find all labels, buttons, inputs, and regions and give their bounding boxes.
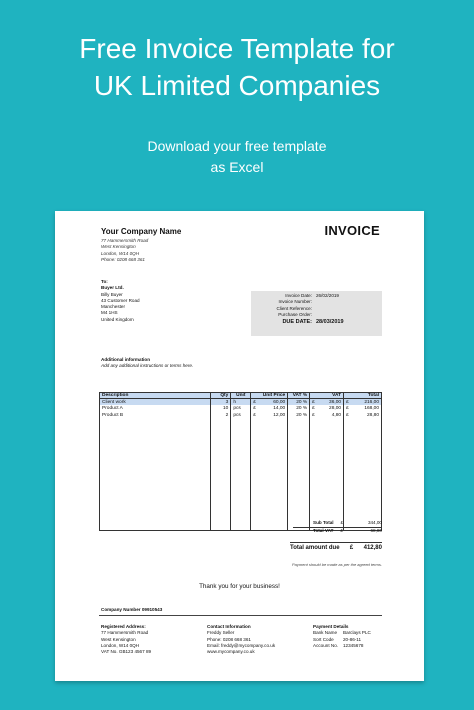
registered-address-line: 77 Hammersmith Road	[101, 630, 149, 636]
invoice-document	[55, 211, 424, 681]
currency-symbol: £	[312, 412, 315, 418]
currency-symbol: £	[346, 399, 349, 405]
table-row	[100, 399, 382, 406]
client-reference-label: Client Reference:	[276, 305, 312, 311]
currency-symbol: £	[253, 399, 256, 405]
item-description: Product A	[100, 405, 211, 412]
company-address-line: London, W14 0QH	[101, 250, 140, 256]
currency-symbol: £	[253, 406, 256, 412]
invoice-date-label: Invoice Date:	[285, 293, 312, 298]
column-header: Qty	[211, 393, 231, 399]
payment-key: Sort Code	[313, 636, 334, 642]
item-unit: pcs	[231, 405, 251, 412]
item-qty: 10	[211, 405, 231, 412]
column-header: Total	[344, 393, 382, 399]
currency-symbol: £	[346, 412, 349, 418]
item-unit-price: 60,00	[273, 399, 286, 405]
contact-info-line: Freddy Seller	[207, 630, 235, 636]
currency-symbol: £	[312, 406, 315, 412]
banner-subtitle	[0, 136, 474, 178]
additional-info-heading: Additional information	[101, 357, 150, 362]
item-vat: 36,00	[329, 399, 342, 405]
item-description: Product B	[100, 412, 211, 419]
item-total: 168,00	[364, 406, 379, 412]
contact-info-line: Email: freddy@mycompany.co.uk	[207, 642, 276, 648]
company-number: Company Number 09910543	[101, 607, 163, 612]
company-address	[101, 238, 148, 263]
item-unit-price: 14,00	[273, 406, 286, 412]
payment-key: Account No.	[313, 642, 339, 648]
currency-symbol: £	[349, 545, 354, 551]
banner-subtitle-line2: as Excel	[210, 159, 264, 175]
company-address-line: West Kensington	[101, 244, 136, 250]
total-amount-row	[290, 542, 382, 551]
bill-to-name: Buyer Ltd.	[101, 285, 124, 291]
banner-title	[0, 30, 474, 104]
bill-to-line: 43 Customer Road	[101, 297, 140, 303]
banner-subtitle-line1: Download your free template	[147, 138, 327, 154]
thank-you-note: Thank you for your business!	[199, 583, 280, 590]
table-row	[100, 419, 382, 531]
contact-info-line: Phone: 0208 668 361	[207, 636, 251, 642]
due-date-value: 28/03/2019	[316, 319, 344, 326]
currency-symbol: £	[346, 406, 349, 412]
item-vat: 28,00	[329, 406, 342, 412]
item-total: 28,80	[366, 412, 379, 418]
item-qty: 3	[211, 399, 231, 406]
contact-info-line: www.mycompany.co.uk	[207, 649, 255, 655]
item-unit: pcs	[231, 412, 251, 419]
total-vat-value: 68,80	[370, 528, 382, 533]
invoice-number-label: Invoice Number:	[278, 299, 312, 305]
item-vat: 4,80	[331, 412, 342, 418]
purchase-order-label: Purchase Order:	[278, 311, 312, 317]
banner-title-line1: Free Invoice Template for	[79, 33, 395, 64]
footer-divider	[99, 615, 382, 616]
payment-value: 20-86-11	[343, 636, 362, 642]
company-name: Your Company Name	[101, 227, 182, 236]
item-vat-percent: 20 %	[288, 399, 310, 406]
payment-key: Bank Name	[313, 630, 338, 636]
due-date-label: DUE DATE:	[282, 319, 312, 326]
total-amount-label: Total amount due	[290, 545, 340, 551]
invoice-meta-box	[251, 291, 382, 336]
invoice-heading: INVOICE	[324, 223, 380, 238]
currency-symbol: £	[312, 399, 315, 405]
registered-address-line: London, W14 0QH	[101, 642, 140, 648]
payment-details-heading: Payment Details	[313, 624, 349, 629]
company-address-line: Phone: 0208 668 361	[101, 256, 145, 262]
additional-info-text: Add any additional instructions or terms here.	[101, 363, 194, 369]
payment-details-block	[313, 624, 371, 649]
subtotal-row	[293, 520, 382, 526]
item-unit-price: 12,00	[273, 412, 286, 418]
bill-to-line: M4 1HS	[101, 310, 118, 316]
currency-symbol: £	[253, 412, 256, 418]
total-vat-label: Total VAT	[313, 528, 334, 533]
registered-address-heading: Registered Address:	[101, 624, 146, 629]
table-row	[100, 405, 382, 412]
bill-to-line: United Kingdom	[101, 316, 134, 322]
item-total: 216,00	[364, 399, 379, 405]
column-header: Unit	[231, 393, 251, 399]
column-header: VAT	[310, 393, 344, 399]
subtotal-value: 344,00	[367, 520, 382, 525]
line-items-table	[99, 392, 382, 531]
invoice-date-value: 26/02/2019	[316, 293, 339, 298]
registered-address-line: VAT No. GB123 4567 89	[101, 649, 152, 655]
table-row	[100, 412, 382, 419]
subtotal-label: Sub Total	[313, 520, 334, 525]
item-qty: 2	[211, 412, 231, 419]
total-vat-row	[293, 527, 382, 534]
contact-info-heading: Contact Information	[207, 624, 251, 629]
item-unit: h	[231, 399, 251, 406]
bill-to-block	[101, 279, 140, 323]
column-header: Description	[100, 393, 211, 399]
item-description: Client work	[100, 399, 211, 406]
payment-note: Payment should be made as per the agreed terms.	[291, 562, 382, 567]
currency-symbol: £	[340, 528, 343, 533]
registered-address-block	[101, 624, 151, 655]
total-amount-value: 412,80	[363, 545, 382, 551]
payment-value: Barclays PLC	[343, 630, 371, 636]
currency-symbol: £	[340, 520, 344, 525]
bill-to-label: To:	[101, 279, 108, 284]
additional-info	[101, 357, 193, 370]
registered-address-line: West Kensington	[101, 636, 136, 642]
bill-to-line: Manchester	[101, 304, 126, 310]
column-header: Unit Price	[251, 393, 288, 399]
banner-title-line2: UK Limited Companies	[93, 70, 381, 101]
column-header: VAT %	[288, 393, 310, 399]
company-address-line: 77 Hammersmith Road	[101, 238, 149, 243]
bill-to-line: Billy Buyer	[101, 291, 123, 297]
payment-value: 12345678	[343, 642, 364, 648]
contact-info-block	[207, 624, 275, 655]
item-vat-percent: 20 %	[288, 412, 310, 419]
item-vat-percent: 20 %	[288, 405, 310, 412]
